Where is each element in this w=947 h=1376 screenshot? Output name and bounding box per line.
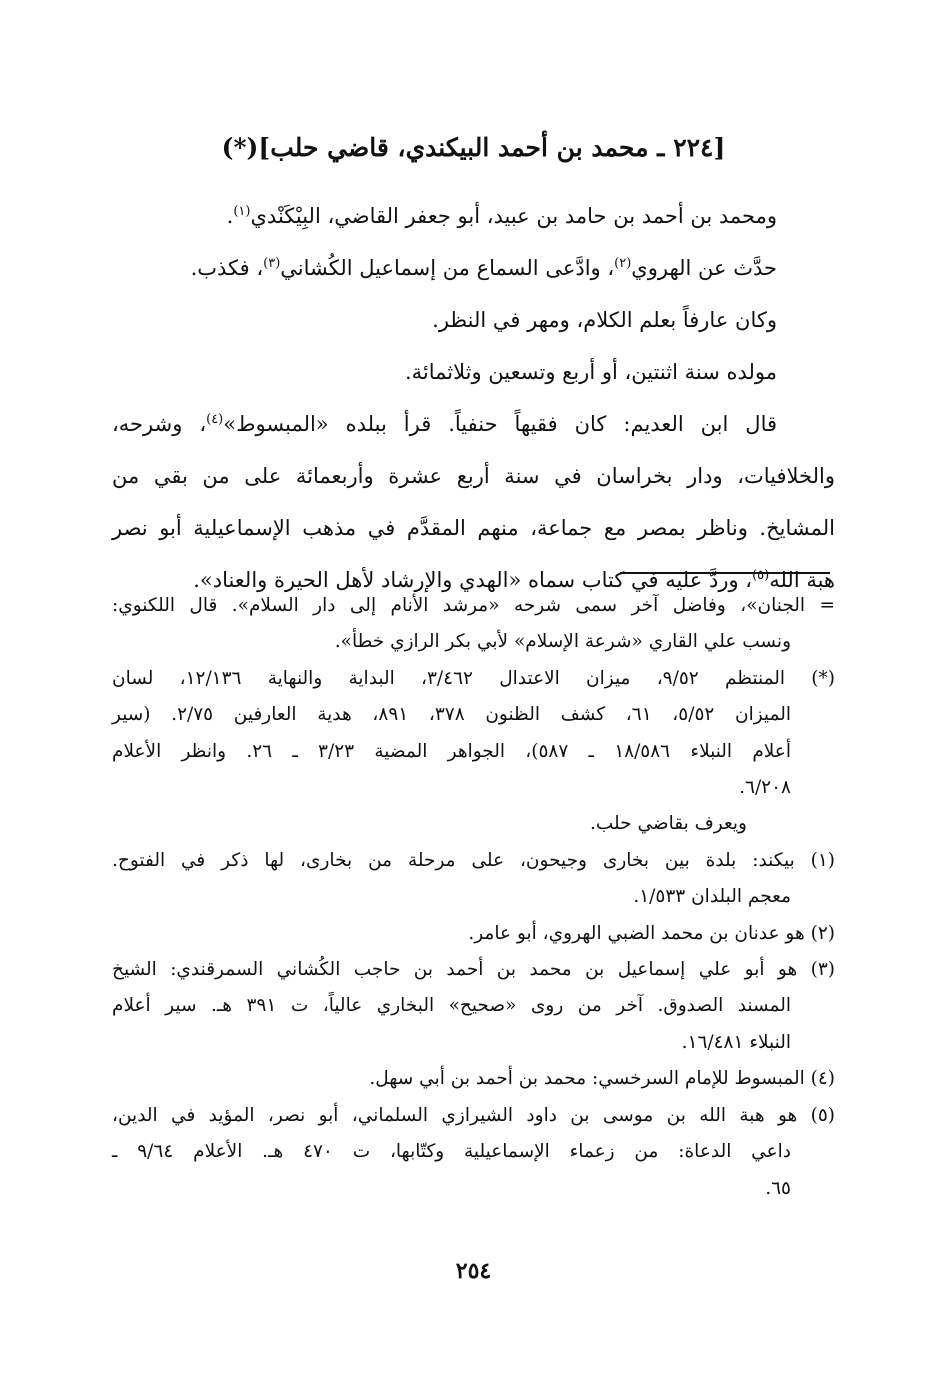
footnote-line: ونسب علي القاري «شرعة الإسلام» لأبي بكر الرازي خطأ».: [334, 631, 791, 653]
footnote-line: (٢) هو عدنان بن محمد الضبي الهروي، أبو عامر.: [468, 922, 835, 944]
footnote-line: معجم البلدان ١/٥٣٣.: [633, 886, 791, 908]
footnote-line: (٤) المبسوط للإمام السرخسي: محمد بن أحمد بن أبي سهل.: [369, 1068, 835, 1090]
main-text: [112, 190, 835, 606]
footnote-line: (٥) هو هبة الله بن موسى بن داود الشيرازي السلماني، أبو نصر، المؤيد في الدين،: [112, 1104, 835, 1126]
footnote-line: أعلام النبلاء ١٨/٥٨٦ ـ ٥٨٧)، الجواهر المضية ٣/٢٣ ـ ٢٦. وانظر الأعلام: [112, 740, 791, 762]
footnotes: [112, 588, 835, 1207]
body-text-segment: هبة الله: [769, 568, 835, 592]
body-line: والخلافيات، ودار بخراسان في سنة أربع عشرة وأربعمائة على من بقي من: [112, 464, 835, 488]
footnote-line: الميزان ٥/٥٢، ٦١، كشف الظنون ٣٧٨، ٨٩١، هدية العارفين ٢/٧٥. (سير: [112, 704, 791, 726]
footnote-marker: (٥): [752, 568, 770, 583]
body-text-segment: ، وادَّعى السماع من إسماعيل الكُشاني: [280, 256, 615, 280]
body-text-segment: ، وردَّ عليه في كتاب سماه «الهدي والإرشاد لأهل الحيرة والعناد».: [193, 568, 753, 592]
footnote-line: المسند الصدوق. آخر من روى «صحيح» البخاري عالياً، ت ٣٩١ هـ. سير أعلام: [112, 995, 791, 1017]
body-line: [112, 398, 835, 450]
footnote-line: (٣) هو أبو علي إسماعيل بن محمد بن أحمد بن حاجب الكُشاني السمرقندي: الشيخ: [112, 959, 835, 981]
footnote-line: داعي الدعاة: من زعماء الإسماعيلية وكتّابها، ت ٤٧٠ هـ. الأعلام ٩/٦٤ ـ: [112, 1141, 792, 1163]
footnote-marker: (١): [233, 204, 251, 219]
body-text-segment: ومحمد بن أحمد بن حامد بن عبيد، أبو جعفر القاضي، البِيْكَنْدي: [250, 204, 777, 228]
biography-heading: [٢٢٤ ـ محمد بن أحمد البيكندي، قاضي حلب](*): [221, 133, 726, 162]
page-number: ٢٥٤: [455, 1258, 492, 1284]
body-line: [112, 190, 835, 242]
body-line: [112, 242, 835, 294]
body-text-segment: ، وشرحه،: [112, 412, 207, 436]
footnote-line: (١) بيكند: بلدة بين بخارى وجيحون، على مرحلة من بخارى، لها ذكر في الفتوح.: [112, 849, 835, 871]
footnote-marker: (٤): [206, 412, 224, 427]
body-text-segment: ، فكذب.: [190, 256, 264, 280]
footnote-line: ٦٥.: [765, 1177, 791, 1199]
footnote-line: ٦/٢٠٨.: [739, 777, 791, 799]
body-line: مولده سنة اثنتين، أو أربع وتسعين وثلاثمائة.: [404, 360, 777, 384]
footnote-line: ويعرف بقاضي حلب.: [589, 813, 747, 835]
body-text-segment: .: [226, 204, 234, 228]
footnote-line: النبلاء ١٦/٤٨١.: [681, 1031, 791, 1053]
footnote-line: = الجنان»، وفاضل آخر سمى شرحه «مرشد الأنام إلى دار السلام». قال اللكنوي:: [112, 595, 835, 616]
footnote-marker: (٢): [614, 256, 632, 271]
body-line: وكان عارفاً بعلم الكلام، ومهر في النظر.: [432, 308, 777, 332]
footnote-marker: (٣): [263, 256, 281, 271]
footnote-line: (*) المنتظم ٩/٥٢، ميزان الاعتدال ٣/٤٦٢، البداية والنهاية ١٢/١٣٦، لسان: [112, 667, 835, 689]
body-text-segment: حدَّث عن الهروي: [631, 256, 777, 280]
body-line: المشايخ. وناظر بمصر مع جماعة، منهم المقدَّم في مذهب الإسماعيلية أبو نصر: [112, 516, 835, 540]
footnote-divider: [620, 572, 830, 574]
body-text-segment: قال ابن العديم: كان فقيهاً حنفياً. قرأ ببلده «المبسوط»: [223, 412, 778, 436]
